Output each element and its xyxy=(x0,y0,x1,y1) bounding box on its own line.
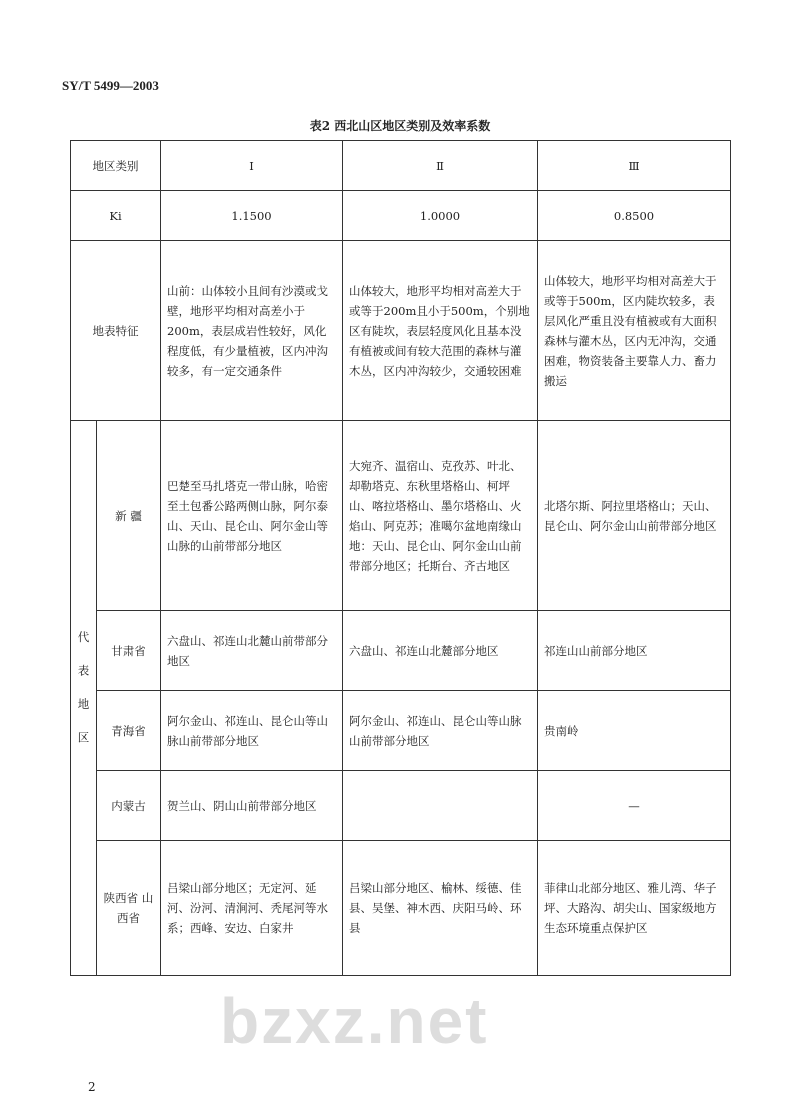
cell: 山体较大，地形平均相对高差大于或等于500m，区内陡坎较多，表层风化严重且没有植被或有大面积森林与灌木丛，区内无冲沟，交通困难，物资装备主要靠人力、畜力搬运 xyxy=(538,241,731,421)
cell: 0.8500 xyxy=(538,191,731,241)
cell: Ⅰ xyxy=(161,141,343,191)
cell: 六盘山、祁连山北麓山前带部分地区 xyxy=(161,611,343,691)
table-caption: 表2 西北山区地区类别及效率系数 xyxy=(309,119,491,133)
table-row xyxy=(71,241,731,421)
table-row xyxy=(71,611,731,691)
row-label: 地区类别 xyxy=(71,141,161,191)
table-row xyxy=(71,771,731,841)
table-row xyxy=(71,141,731,191)
cell: 山体较大，地形平均相对高差大于或等于200m且小于500m，个别地区有陡坎，表层轻度风化且基本没有植被或间有较大范围的森林与灌木丛，区内冲沟较少，交通较困难 xyxy=(343,241,538,421)
cell: 六盘山、祁连山北麓部分地区 xyxy=(343,611,538,691)
cell: 贵南岭 xyxy=(538,691,731,771)
cell xyxy=(343,771,538,841)
region-group-label: 代表地区 xyxy=(71,421,97,976)
cell: Ⅲ xyxy=(538,141,731,191)
cell: 阿尔金山、祁连山、昆仑山等山脉山前带部分地区 xyxy=(161,691,343,771)
cell: 吕梁山部分地区；无定河、延河、汾河、清涧河、秃尾河等水系；西峰、安边、白家井 xyxy=(161,841,343,976)
region-name: 青海省 xyxy=(97,691,161,771)
table-row xyxy=(71,841,731,976)
page-number: 2 xyxy=(88,1080,96,1094)
region-name: 内蒙古 xyxy=(97,771,161,841)
cell: 山前：山体较小且间有沙漠或戈壁，地形平均相对高差小于200m，表层成岩性较好，风化程度低，有少量植被，区内冲沟较多，有一定交通条件 xyxy=(161,241,343,421)
row-label: Ki xyxy=(71,191,161,241)
cell: 北塔尔斯、阿拉里塔格山；天山、昆仑山、阿尔金山山前带部分地区 xyxy=(538,421,731,611)
cell: 阿尔金山、祁连山、昆仑山等山脉山前带部分地区 xyxy=(343,691,538,771)
row-label: 地表特征 xyxy=(71,241,161,421)
region-name: 陕西省 山西省 xyxy=(97,841,161,976)
region-name: 新 疆 xyxy=(97,421,161,611)
region-name: 甘肃省 xyxy=(97,611,161,691)
cell: 1.1500 xyxy=(161,191,343,241)
cell: 贺兰山、阴山山前带部分地区 xyxy=(161,771,343,841)
table-row xyxy=(71,421,731,611)
cell: 菲律山北部分地区、雅儿湾、华子坪、大路沟、胡尖山、国家级地方生态环境重点保护区 xyxy=(538,841,731,976)
cell: Ⅱ xyxy=(343,141,538,191)
cell: 吕梁山部分地区、榆林、绥德、佳县、吴堡、神木西、庆阳马岭、环县 xyxy=(343,841,538,976)
cell: — xyxy=(538,771,731,841)
cell: 巴楚至马扎塔克一带山脉，哈密至土包番公路两侧山脉，阿尔泰山、天山、昆仑山、阿尔金山等山脉的山前带部分地区 xyxy=(161,421,343,611)
standard-number: SY/T 5499—2003 xyxy=(62,78,159,93)
region-category-table xyxy=(70,140,731,976)
cell: 大宛齐、温宿山、克孜苏、叶北、却勒塔克、东秋里塔格山、柯坪山、喀拉塔格山、墨尔塔格山、火焰山、阿克苏；准噶尔盆地南缘山地：天山、昆仑山、阿尔金山山前带部分地区；托斯台、齐古地区 xyxy=(343,421,538,611)
cell: 祁连山山前部分地区 xyxy=(538,611,731,691)
watermark: bzxz.net xyxy=(220,985,489,1057)
table-row xyxy=(71,191,731,241)
table-row xyxy=(71,691,731,771)
cell: 1.0000 xyxy=(343,191,538,241)
